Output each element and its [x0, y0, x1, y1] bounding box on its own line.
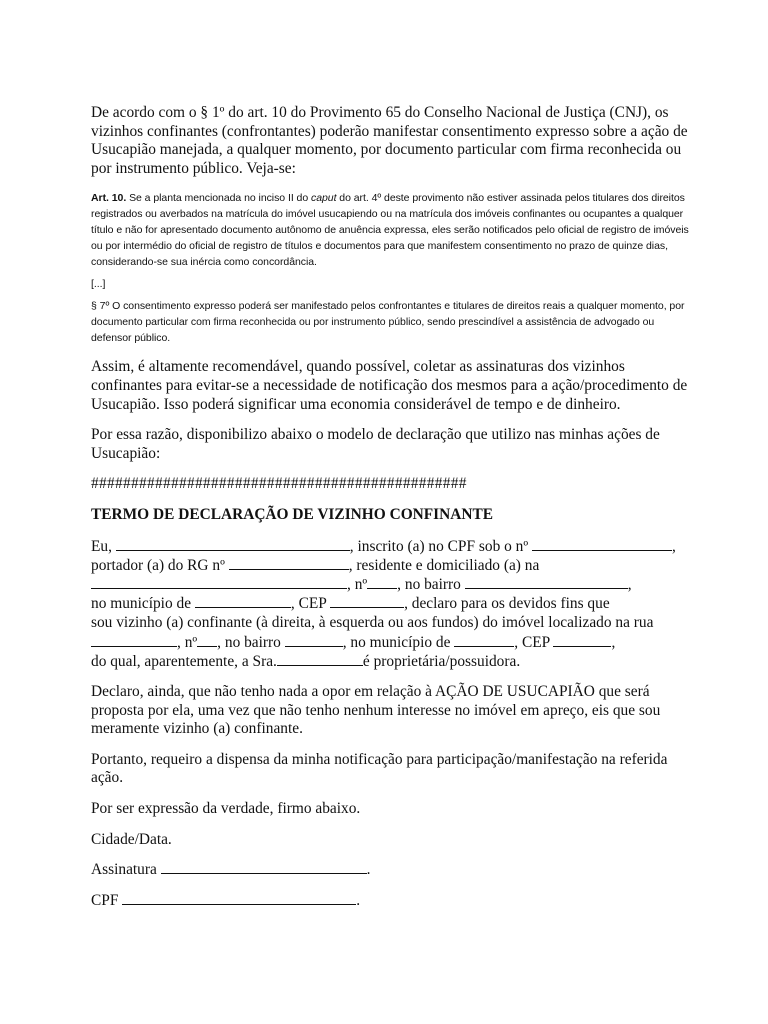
cpf-line [91, 892, 691, 911]
cidade-data-line: Cidade/Data. [91, 830, 172, 848]
intro-paragraph: De acordo com o § 1º do art. 10 do Provimento 65 do Conselho Nacional de Justiça (CNJ), os vizinhos confinantes (confrontantes) poderão manifestar consentimento expresso sobre a ação de Usucapião manejada, a qualquer momento, por documento particular com firma reconhecida ou por instrumento público. Veja-se: [91, 104, 688, 177]
name-blank[interactable] [116, 538, 350, 551]
separator-hashes: ############################################### [91, 475, 467, 493]
form-line-4 [91, 594, 691, 613]
signature-label: Assinatura [91, 861, 161, 879]
form-line-6 [91, 633, 691, 652]
document-page [91, 104, 691, 910]
form-text: , nº [177, 633, 198, 651]
form-text: , declaro para os devidos fins que [404, 595, 610, 613]
cep-blank[interactable] [330, 595, 404, 608]
form-text: , [611, 633, 616, 651]
property-municipality-blank[interactable] [454, 634, 514, 647]
quote-article-italic: caput [311, 192, 337, 205]
form-text: do qual, aparentemente, a Sra. [91, 652, 277, 670]
form-line-7 [91, 652, 691, 671]
declaration-form [91, 537, 691, 671]
form-text: , no bairro [217, 633, 285, 651]
cpf-label: CPF [91, 891, 123, 909]
quote-paragraph-7: § 7º O consentimento expresso poderá ser manifestado pelos confrontantes e titulares de direitos reais a qualquer momento, por documento particular com firma reconhecida ou por instrumento público, sendo prescindível a assistência de advogado ou defensor público. [91, 300, 685, 345]
quote-article-text-1: Se a planta mencionada no inciso II do [126, 192, 311, 205]
neighborhood-blank[interactable] [465, 576, 628, 589]
municipality-blank[interactable] [195, 595, 291, 608]
form-text: portador (a) do RG nº [91, 556, 229, 574]
owner-name-blank[interactable] [277, 653, 363, 666]
signature-end: . [366, 861, 371, 879]
form-text: , no município de [342, 633, 455, 651]
signature-blank[interactable] [161, 861, 367, 874]
cpf-number-blank[interactable] [532, 538, 672, 551]
form-text: , [672, 537, 676, 555]
property-number-blank[interactable] [197, 634, 217, 647]
property-cep-blank[interactable] [553, 634, 611, 647]
cpf-end: . [356, 891, 361, 909]
quote-ellipsis: [...] [91, 278, 106, 291]
quote-article-10 [91, 190, 691, 270]
razao-paragraph: Por essa razão, disponibilizo abaixo o modelo de declaração que utilizo nas minhas ações de Usucapião: [91, 426, 660, 462]
form-text: , no bairro [397, 575, 465, 593]
form-line-1 [91, 537, 691, 556]
property-neighborhood-blank[interactable] [285, 634, 343, 647]
form-text: Eu, [91, 537, 116, 555]
property-street-blank[interactable] [91, 634, 177, 647]
form-text: , CEP [290, 595, 331, 613]
form-text: no município de [91, 595, 195, 613]
form-text: , inscrito (a) no CPF sob o nº [349, 537, 532, 555]
assim-paragraph: Assim, é altamente recomendável, quando possível, coletar as assinaturas dos vizinhos confinantes para evitar-se a necessidade de notificação dos mesmos para a ação/procedimento de Usucapião. Isso poderá significar uma economia considerável de tempo e de dinheiro. [91, 358, 688, 413]
document-title: TERMO DE DECLARAÇÃO DE VIZINHO CONFINANTE [91, 505, 494, 523]
form-text: , residente e domiciliado (a) na [348, 556, 540, 574]
form-line-5: sou vizinho (a) confinante (à direita, à esquerda ou aos fundos) do imóvel localizado na rua [91, 614, 654, 632]
form-line-3 [91, 575, 691, 594]
quote-article-text-2: do art. 4º deste provimento não estiver assinada pelos titulares dos direitos registrados ou averbados na matrícula do imóvel usucapiendo ou na matrícula dos imóveis confinantes ou ocupantes a qualquer título e não for apresentado documento autônomo de anuência expressa, eles serão notificados pelo oficial de registro de imóveis ou por intermédio do oficial de registro de títulos e documentos para que manifestem consentimento no prazo de quinze dias, considerando-se sua inércia como concordância. [91, 192, 689, 269]
portanto-paragraph: Portanto, requeiro a dispensa da minha notificação para participação/manifestação na referida ação. [91, 750, 668, 787]
street-blank[interactable] [91, 576, 347, 589]
form-text: é proprietária/possuidora. [362, 652, 521, 670]
form-text: , nº [347, 575, 368, 593]
verdade-paragraph: Por ser expressão da verdade, firmo abaixo. [91, 799, 361, 817]
form-line-2 [91, 556, 691, 575]
signature-line [91, 861, 691, 880]
cpf-blank[interactable] [122, 892, 356, 905]
quote-article-label: Art. 10. [91, 192, 127, 205]
form-text: , CEP [514, 633, 554, 651]
declaro-paragraph: Declaro, ainda, que não tenho nada a opor em relação à AÇÃO DE USUCAPIÃO que será proposta por ela, uma vez que não tenho nenhum interesse no imóvel em apreço, eis que sou meramente vizinho (a) confinante. [91, 682, 661, 738]
legal-quote [91, 190, 691, 346]
rg-number-blank[interactable] [229, 557, 349, 570]
house-number-blank[interactable] [367, 576, 397, 589]
form-text: , [627, 575, 632, 593]
